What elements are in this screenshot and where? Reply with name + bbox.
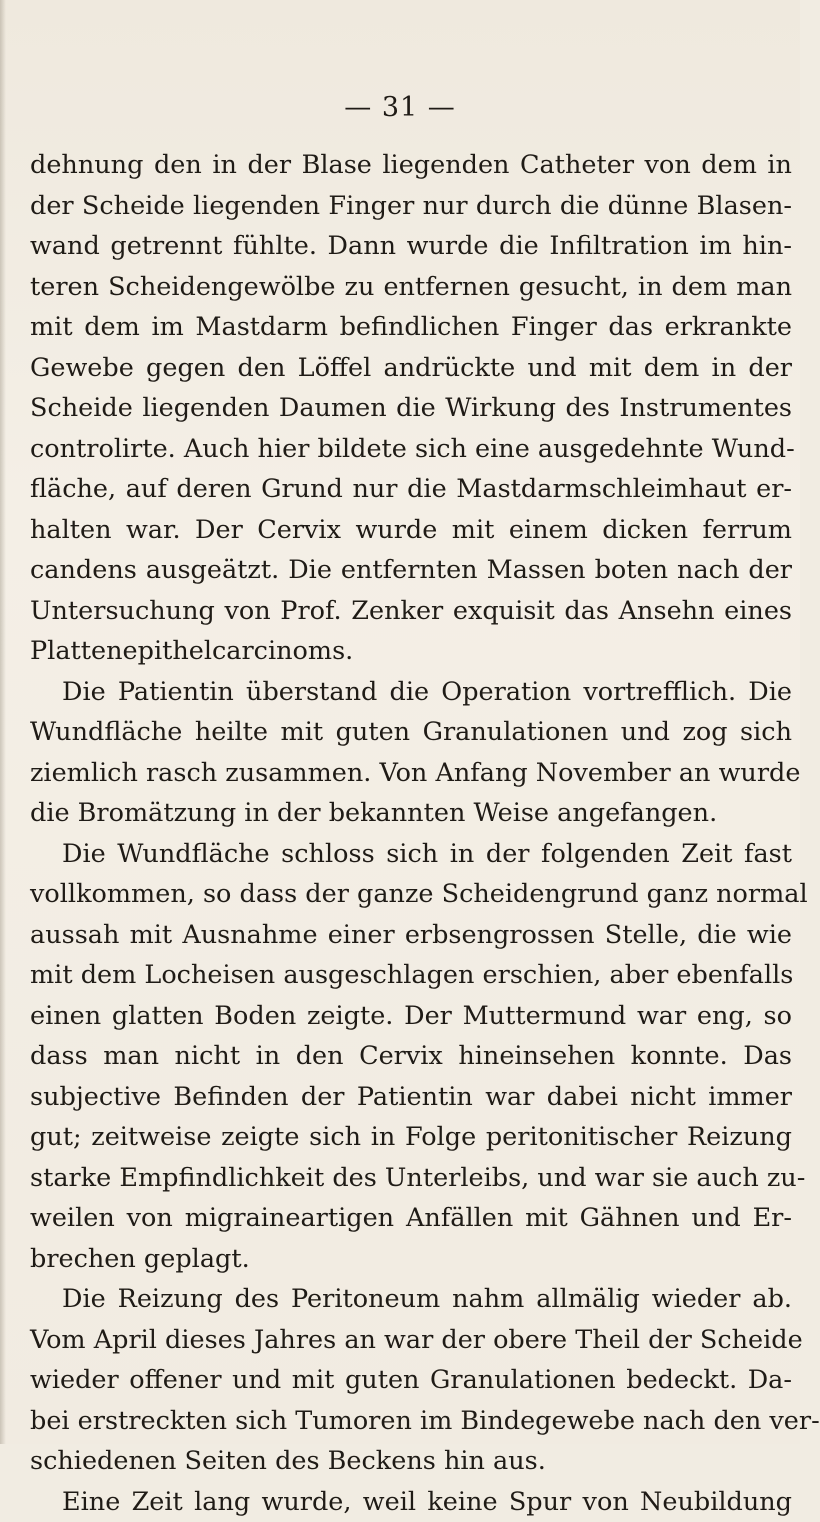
text-line: Wundfläche heilte mit guten Granulationen und zog sich [30,712,792,753]
text-line: halten war. Der Cervix wurde mit einem dicken ferrum [30,510,792,551]
body-text [30,145,792,1522]
text-line: dehnung den in der Blase liegenden Catheter von dem in [30,145,792,186]
text-line: mit dem Locheisen ausgeschlagen erschien, aber ebenfalls [30,955,792,996]
text-line: gut; zeitweise zeigte sich in Folge peritonitischer Reizung [30,1117,792,1158]
text-line: Die Reizung des Peritoneum nahm allmälig wieder ab. [30,1279,792,1320]
text-line: einen glatten Boden zeigte. Der Muttermund war eng, so [30,996,792,1037]
text-line: der Scheide liegenden Finger nur durch die dünne Blasen- [30,186,792,227]
text-line: brechen geplagt. [30,1239,792,1280]
page-edge-shadow [0,0,6,1444]
text-line: dass man nicht in den Cervix hineinsehen konnte. Das [30,1036,792,1077]
text-line: schiedenen Seiten des Beckens hin aus. [30,1441,792,1482]
text-line: subjective Befinden der Patientin war dabei nicht immer [30,1077,792,1118]
text-line: vollkommen, so dass der ganze Scheidengrund ganz normal [30,874,792,915]
text-line: starke Empfindlichkeit des Unterleibs, und war sie auch zu- [30,1158,792,1199]
text-line: Die Patientin überstand die Operation vortrefflich. Die [30,672,792,713]
text-line: Vom April dieses Jahres an war der obere Theil der Scheide [30,1320,792,1361]
text-line: candens ausgeätzt. Die entfernten Massen boten nach der [30,550,792,591]
text-line: aussah mit Ausnahme einer erbsengrossen Stelle, die wie [30,915,792,956]
text-line: bei erstreckten sich Tumoren im Bindegewebe nach den ver- [30,1401,792,1442]
text-line: Scheide liegenden Daumen die Wirkung des Instrumentes [30,388,792,429]
page-number: — 31 — [0,92,800,123]
text-line: wand getrennt fühlte. Dann wurde die Infiltration im hin- [30,226,792,267]
text-line: controlirte. Auch hier bildete sich eine ausgedehnte Wund- [30,429,792,470]
text-line: teren Scheidengewölbe zu entfernen gesucht, in dem man [30,267,792,308]
text-line: wieder offener und mit guten Granulationen bedeckt. Da- [30,1360,792,1401]
text-line: Gewebe gegen den Löffel andrückte und mit dem in der [30,348,792,389]
text-line: fläche, auf deren Grund nur die Mastdarmschleimhaut er- [30,469,792,510]
text-line: Plattenepithelcarcinoms. [30,631,792,672]
text-line: mit dem im Mastdarm befindlichen Finger das erkrankte [30,307,792,348]
text-line: Eine Zeit lang wurde, weil keine Spur von Neubildung [30,1482,792,1522]
text-line: die Bromätzung in der bekannten Weise angefangen. [30,793,792,834]
text-line: Die Wundfläche schloss sich in der folgenden Zeit fast [30,834,792,875]
text-line: weilen von migraineartigen Anfällen mit Gähnen und Er- [30,1198,792,1239]
text-line: Untersuchung von Prof. Zenker exquisit das Ansehn eines [30,591,792,632]
text-line: ziemlich rasch zusammen. Von Anfang November an wurde [30,753,792,794]
